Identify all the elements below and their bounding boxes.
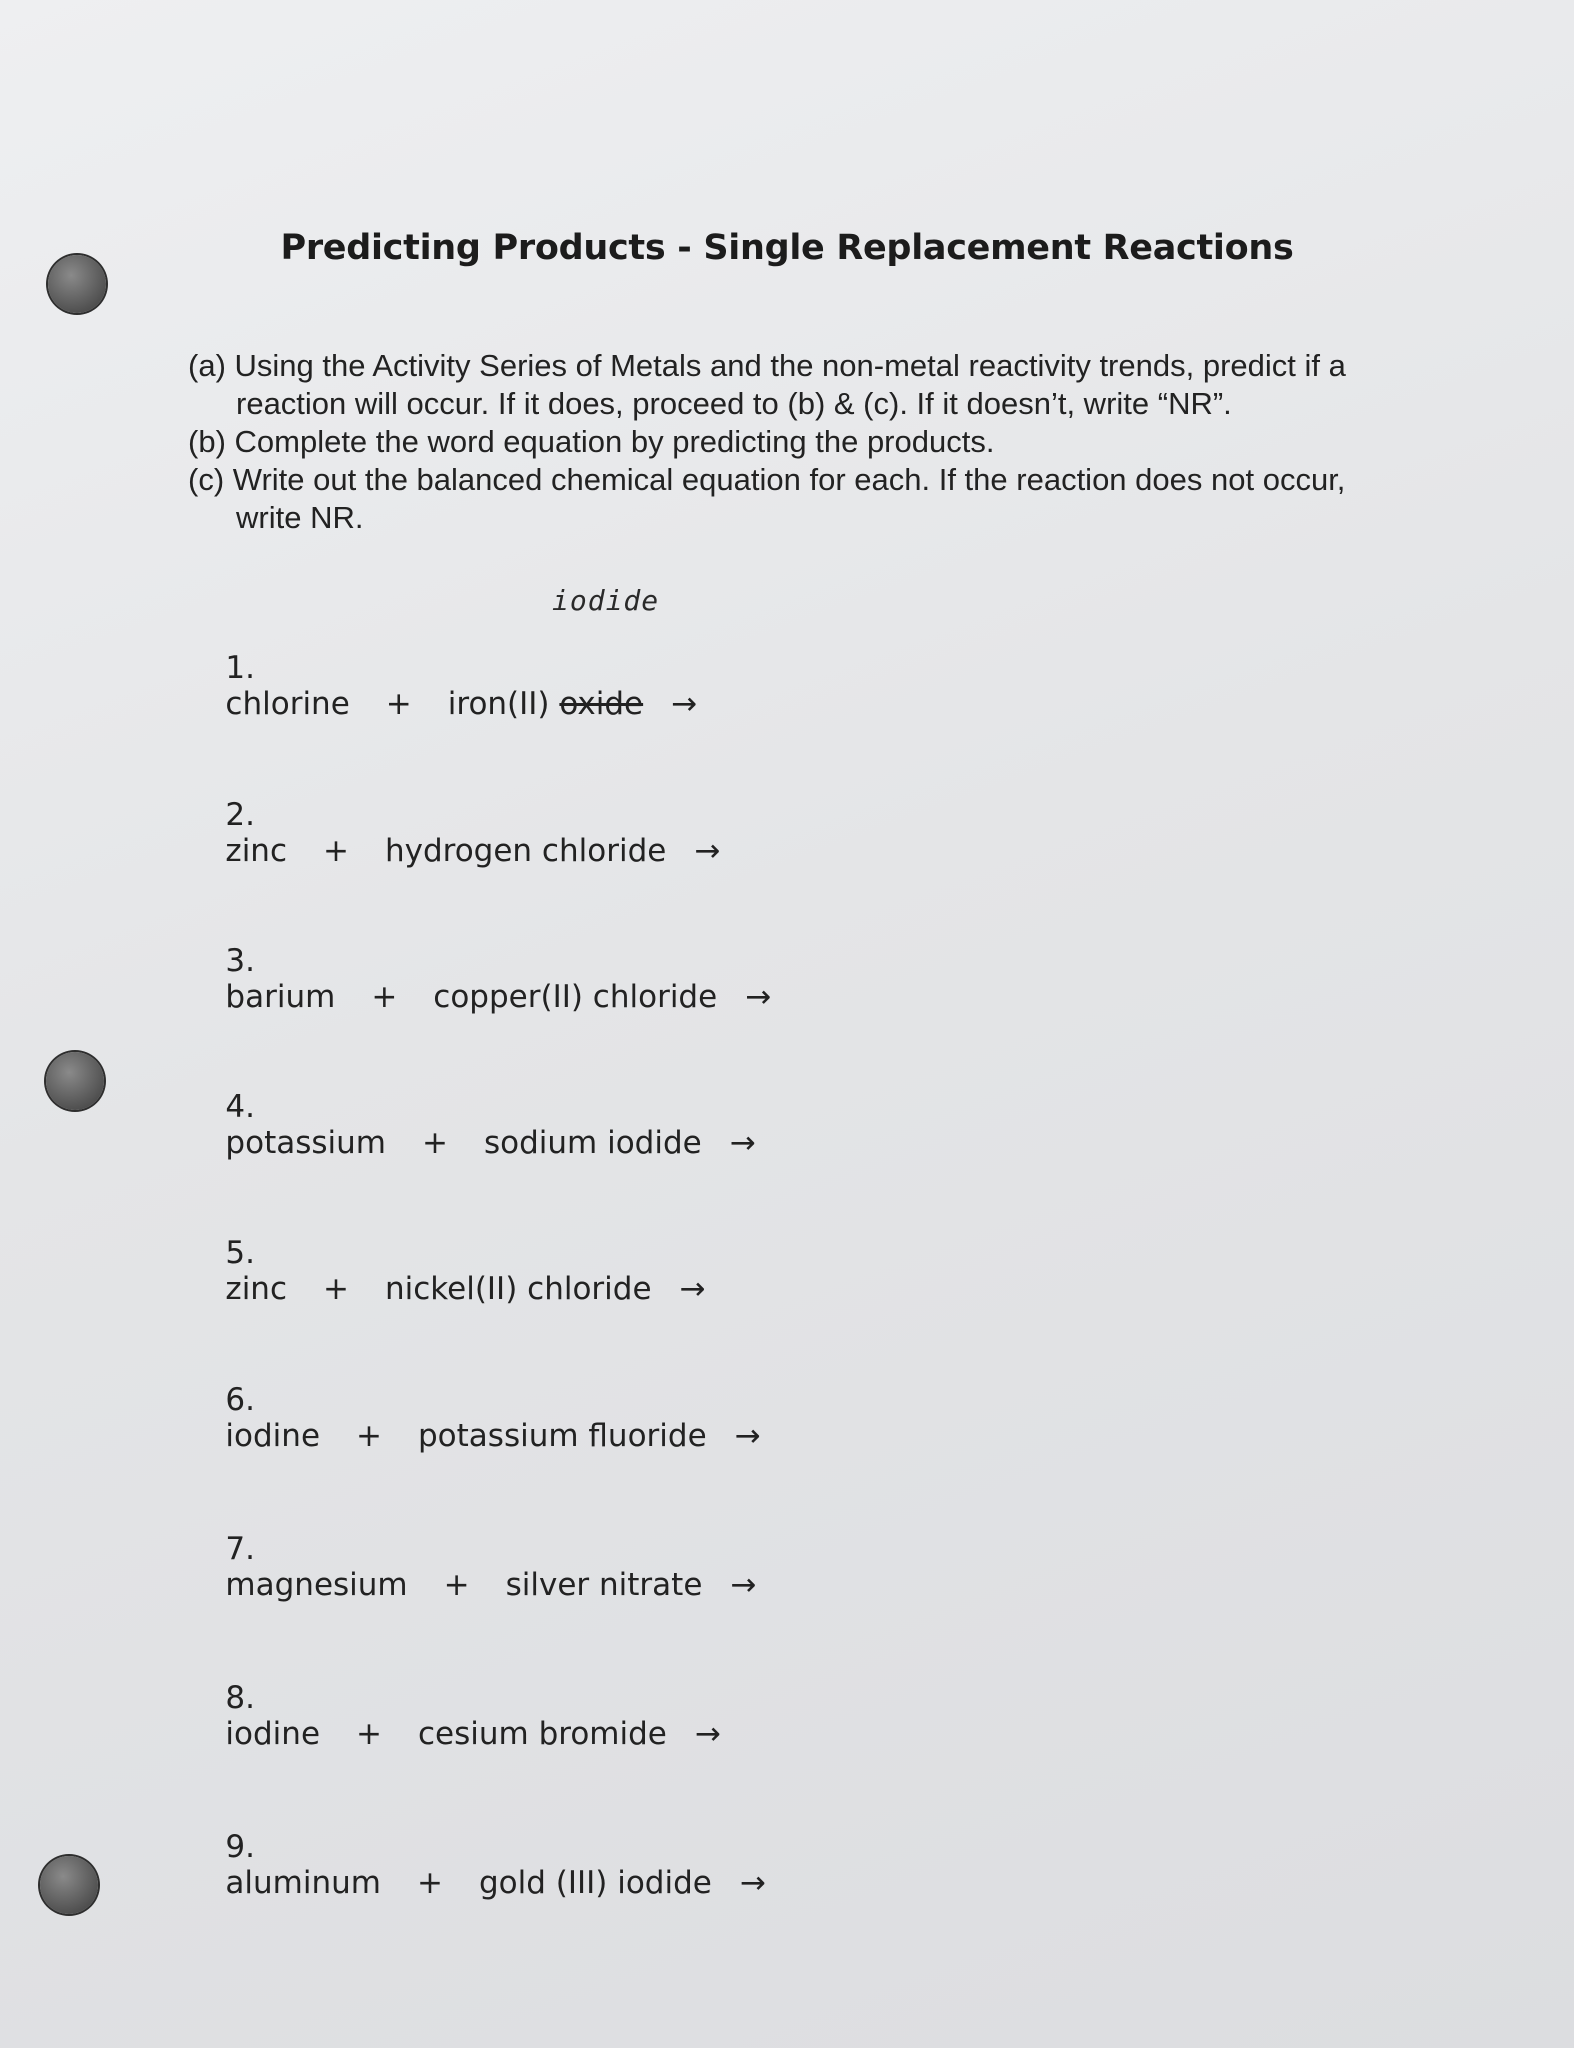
struck-word: oxide — [559, 686, 644, 722]
reactant-1: magnesium — [225, 1567, 408, 1603]
problem-7 — [186, 1495, 756, 1639]
instruction-a: (a) Using the Activity Series of Metals and the non-metal reactivity trends, predict if a reaction will occur. If it does, proceed to (b) & (c). If it doesn’t, write “NR”. — [188, 348, 1346, 421]
problem-number: 7. — [225, 1531, 255, 1567]
punch-hole-bottom — [40, 1856, 98, 1914]
problem-1 — [186, 614, 697, 758]
instruction-c: (c) Write out the balanced chemical equation for each. If the reaction does not occur, write NR. — [188, 462, 1346, 535]
problem-4 — [186, 1053, 756, 1197]
reactant-2: potassium fluoride — [418, 1418, 707, 1454]
reactant-2: silver nitrate — [505, 1567, 703, 1603]
problem-number: 3. — [225, 943, 255, 979]
handwritten-correction: iodide — [552, 584, 660, 617]
problem-3 — [186, 907, 771, 1051]
reaction-arrow: → — [694, 1716, 721, 1752]
problem-number: 6. — [225, 1382, 255, 1418]
reactant-1: zinc — [225, 1271, 287, 1307]
reaction-arrow: → — [679, 1271, 706, 1307]
punch-hole-middle — [46, 1052, 104, 1110]
reactant-1: chlorine — [225, 686, 350, 722]
problem-number: 2. — [225, 797, 255, 833]
reactant-2: copper(II) chloride — [433, 979, 718, 1015]
reactant-1: iodine — [225, 1716, 321, 1752]
instructions-block — [188, 347, 1418, 537]
reaction-arrow: → — [734, 1418, 761, 1454]
reactant-1: barium — [225, 979, 336, 1015]
plus-sign: + — [323, 833, 349, 869]
plus-sign: + — [371, 979, 398, 1015]
problem-number: 4. — [225, 1089, 255, 1125]
problem-5 — [186, 1199, 706, 1343]
plus-sign: + — [443, 1567, 470, 1603]
reactant-2: hydrogen chloride — [384, 833, 667, 869]
problem-2 — [186, 761, 720, 905]
reaction-arrow: → — [671, 686, 698, 722]
reaction-arrow: → — [739, 1865, 766, 1901]
reactant-1: potassium — [225, 1125, 386, 1161]
reactant-2: cesium bromide — [418, 1716, 667, 1752]
plus-sign: + — [356, 1418, 382, 1454]
problem-9 — [186, 1793, 766, 1937]
plus-sign: + — [421, 1125, 448, 1161]
reaction-arrow: → — [745, 979, 772, 1015]
problem-6 — [186, 1346, 761, 1490]
worksheet-title: Predicting Products - Single Replacement Reactions — [280, 228, 1294, 268]
reaction-arrow: → — [730, 1567, 757, 1603]
problem-number: 9. — [225, 1829, 255, 1865]
reactant-1: iodine — [225, 1418, 321, 1454]
reactant-2: iron(II) — [447, 686, 560, 722]
problem-number: 5. — [225, 1235, 255, 1271]
instruction-b: (b) Complete the word equation by predicting the products. — [188, 424, 995, 459]
reactant-2: nickel(II) chloride — [384, 1271, 652, 1307]
reactant-1: zinc — [225, 833, 287, 869]
reaction-arrow: → — [729, 1125, 756, 1161]
problem-8 — [186, 1644, 721, 1788]
plus-sign: + — [416, 1865, 443, 1901]
reactant-2: gold (III) iodide — [478, 1865, 712, 1901]
plus-sign: + — [356, 1716, 382, 1752]
plus-sign: + — [323, 1271, 349, 1307]
reactant-1: aluminum — [225, 1865, 381, 1901]
problem-number: 8. — [225, 1680, 255, 1716]
plus-sign: + — [385, 686, 412, 722]
problem-number: 1. — [225, 650, 255, 686]
reactant-2: sodium iodide — [483, 1125, 702, 1161]
reaction-arrow: → — [694, 833, 721, 869]
